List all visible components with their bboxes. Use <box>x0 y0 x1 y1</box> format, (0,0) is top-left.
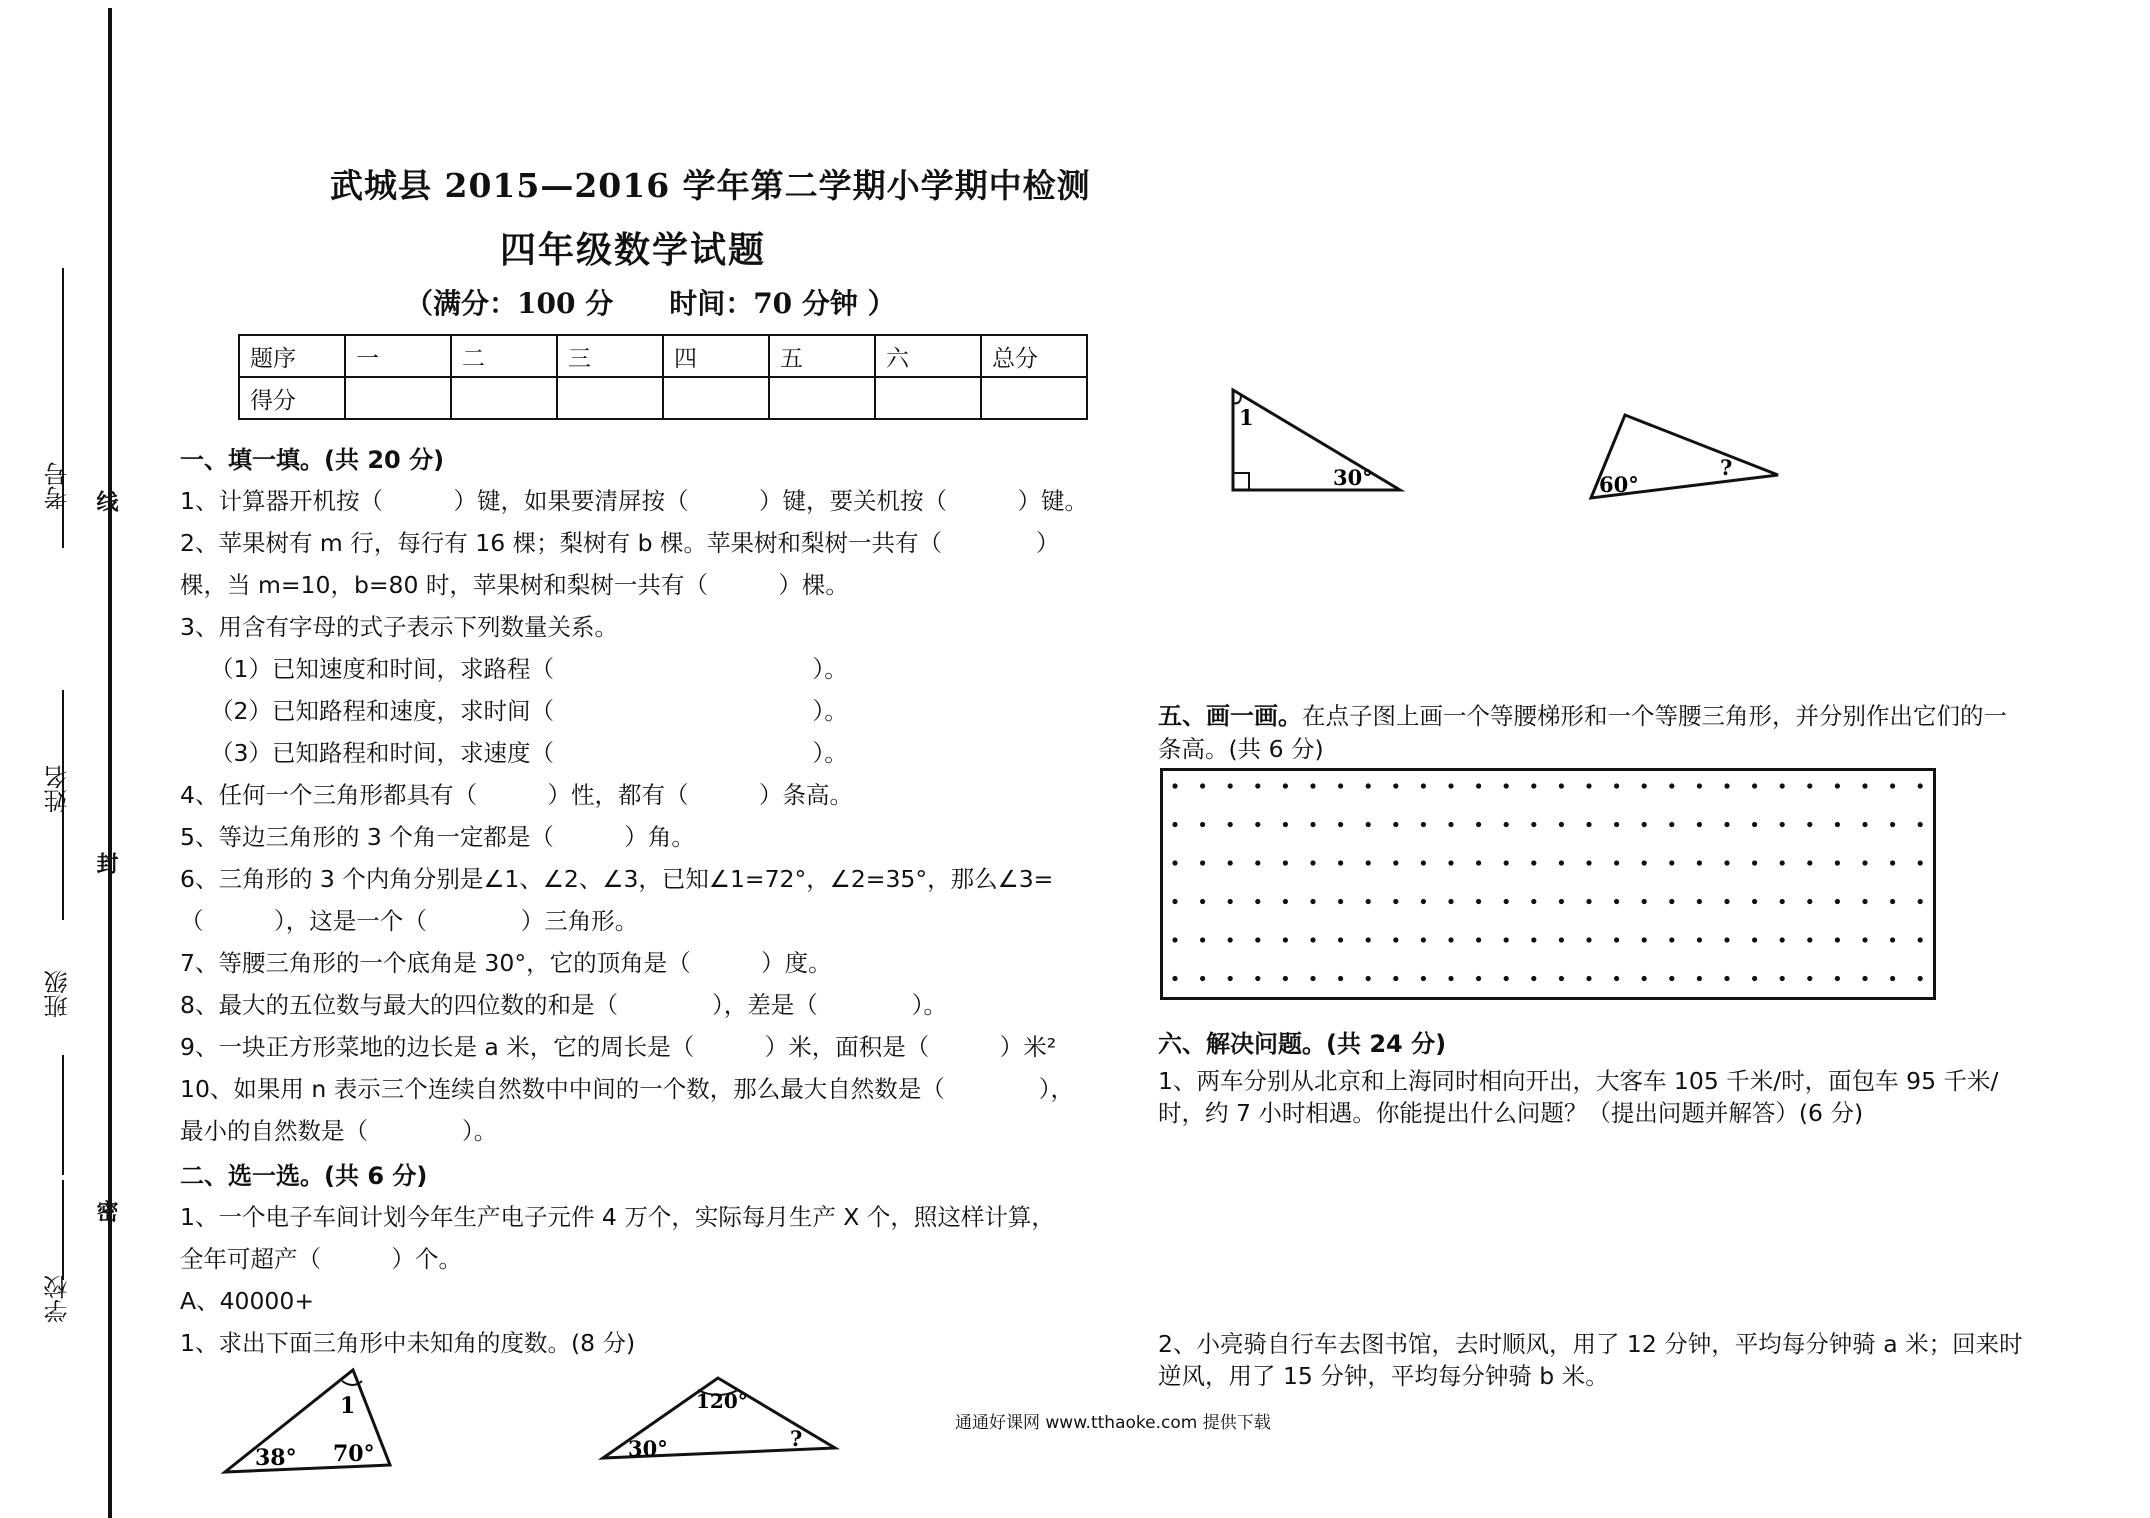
section5-heading: 五、画一画。 <box>1158 702 1302 730</box>
triangle-angle-label: 60° <box>1599 472 1639 497</box>
grid-dot <box>1724 976 1729 981</box>
grid-dot <box>1531 937 1536 942</box>
grid-dot <box>1283 899 1288 904</box>
name-label: 姓名 <box>44 765 72 813</box>
question-line: 5、等边三角形的 3 个角一定都是（ ）角。 <box>180 823 695 851</box>
grid-dot <box>1531 860 1536 865</box>
grid-dot <box>1228 976 1233 981</box>
grid-dot <box>1310 783 1315 788</box>
grid-dot <box>1752 976 1757 981</box>
grid-dot <box>1228 937 1233 942</box>
grid-dot <box>1393 783 1398 788</box>
score-input-cell[interactable] <box>345 377 451 419</box>
grid-dot <box>1890 899 1895 904</box>
grid-dot <box>1780 899 1785 904</box>
grid-dot <box>1421 783 1426 788</box>
grid-dot <box>1780 783 1785 788</box>
grid-dot <box>1862 976 1867 981</box>
grid-dot <box>1366 860 1371 865</box>
grid-dot <box>1862 937 1867 942</box>
grid-dot <box>1476 899 1481 904</box>
grid-dot <box>1697 976 1702 981</box>
question-line: A、40000+ <box>180 1287 315 1315</box>
grid-dot <box>1366 976 1371 981</box>
grid-dot <box>1918 860 1923 865</box>
grid-dot <box>1448 783 1453 788</box>
score-cell: 题序 <box>239 335 345 377</box>
grid-dot <box>1255 976 1260 981</box>
grid-dot <box>1890 860 1895 865</box>
question-line: 3、用含有字母的式子表示下列数量关系。 <box>180 613 618 641</box>
grid-dot <box>1559 937 1564 942</box>
grid-dot <box>1338 976 1343 981</box>
grid-dot <box>1890 937 1895 942</box>
grid-dot <box>1366 822 1371 827</box>
question-line: 1、两车分别从北京和上海同时相向开出，大客车 105 千米/时，面包车 95 千米/ <box>1158 1067 1999 1095</box>
score-table-header-row <box>239 335 1087 377</box>
grid-dot <box>1752 899 1757 904</box>
grid-dot <box>1780 976 1785 981</box>
grid-dot <box>1228 783 1233 788</box>
grid-dot <box>1586 783 1591 788</box>
score-input-cell[interactable] <box>557 377 663 419</box>
grid-dot <box>1421 899 1426 904</box>
grid-dot <box>1393 976 1398 981</box>
question-line: 棵，当 m=10，b=80 时，苹果树和梨树一共有（ ）棵。 <box>180 571 849 599</box>
grid-dot <box>1807 899 1812 904</box>
grid-dot <box>1366 937 1371 942</box>
grid-dot <box>1862 783 1867 788</box>
grid-dot <box>1200 976 1205 981</box>
grid-dot <box>1835 783 1840 788</box>
score-cell: 得分 <box>239 377 345 419</box>
grid-dot <box>1255 822 1260 827</box>
grid-dot <box>1835 860 1840 865</box>
footer-watermark: 通通好课网 www.tthaoke.com 提供下载 <box>955 1413 1271 1433</box>
grid-dot <box>1200 937 1205 942</box>
section2-heading: 二、选一选。(共 6 分) <box>180 1162 428 1190</box>
grid-dot <box>1338 783 1343 788</box>
grid-dot <box>1862 899 1867 904</box>
grid-dot <box>1200 783 1205 788</box>
grid-dot <box>1642 822 1647 827</box>
question-line: （1）已知速度和时间，求路程（ ）。 <box>210 655 848 683</box>
question-line: 最小的自然数是（ ）。 <box>180 1117 498 1145</box>
grid-dot <box>1310 976 1315 981</box>
dot-grid-dots <box>1163 771 1933 997</box>
question-line: 全年可超产（ ）个。 <box>180 1245 462 1273</box>
question-line: （3）已知路程和时间，求速度（ ）。 <box>210 739 848 767</box>
triangle-angle-label: 1 <box>340 1393 356 1419</box>
grid-dot <box>1421 976 1426 981</box>
section5-text: 在点子图上画一个等腰梯形和一个等腰三角形，并分别作出它们的一 <box>1302 702 2007 730</box>
grid-dot <box>1448 937 1453 942</box>
grid-dot <box>1504 937 1509 942</box>
score-cell: 总分 <box>981 335 1087 377</box>
grid-dot <box>1586 976 1591 981</box>
grid-dot <box>1448 976 1453 981</box>
section1-heading: 一、填一填。(共 20 分) <box>180 446 445 474</box>
grid-dot <box>1172 899 1177 904</box>
score-input-cell[interactable] <box>663 377 769 419</box>
question-line: 7、等腰三角形的一个底角是 30°，它的顶角是（ ）度。 <box>180 949 832 977</box>
grid-dot <box>1338 860 1343 865</box>
triangle-figure-1 <box>215 1365 405 1480</box>
score-table <box>238 334 1088 420</box>
grid-dot <box>1835 822 1840 827</box>
grid-dot <box>1228 822 1233 827</box>
seal-mark-secret: 密 <box>93 1200 118 1222</box>
grid-dot <box>1586 937 1591 942</box>
question-line: 时，约 7 小时相遇。你能提出什么问题？（提出问题并解答）(6 分) <box>1158 1099 1864 1127</box>
grid-dot <box>1807 976 1812 981</box>
grid-dot <box>1918 976 1923 981</box>
grid-dot <box>1559 822 1564 827</box>
grid-dot <box>1310 899 1315 904</box>
grid-dot <box>1890 976 1895 981</box>
grid-dot <box>1559 860 1564 865</box>
grid-dot <box>1669 860 1674 865</box>
grid-dot <box>1752 822 1757 827</box>
score-input-cell[interactable] <box>981 377 1087 419</box>
grid-dot <box>1614 899 1619 904</box>
score-input-cell[interactable] <box>451 377 557 419</box>
section5-line2: 条高。(共 6 分) <box>1158 735 1324 763</box>
score-cell: 二 <box>451 335 557 377</box>
section6-heading: 六、解决问题。(共 24 分) <box>1158 1030 1447 1058</box>
grid-dot <box>1172 860 1177 865</box>
question-line: 1、求出下面三角形中未知角的度数。(8 分) <box>180 1329 636 1357</box>
grid-dot <box>1559 783 1564 788</box>
grid-dot <box>1918 937 1923 942</box>
grid-dot <box>1642 937 1647 942</box>
grid-dot <box>1807 822 1812 827</box>
score-cell: 三 <box>557 335 663 377</box>
grid-dot <box>1642 783 1647 788</box>
grid-dot <box>1531 899 1536 904</box>
grid-dot <box>1642 899 1647 904</box>
score-input-cell[interactable] <box>875 377 981 419</box>
grid-dot <box>1697 937 1702 942</box>
grid-dot <box>1669 822 1674 827</box>
grid-dot <box>1614 822 1619 827</box>
triangle-angle-label: 30° <box>628 1436 668 1461</box>
grid-dot <box>1531 976 1536 981</box>
grid-dot <box>1476 937 1481 942</box>
grid-dot <box>1504 860 1509 865</box>
grid-dot <box>1283 822 1288 827</box>
grid-dot <box>1752 937 1757 942</box>
question-line: 4、任何一个三角形都具有（ ）性，都有（ ）条高。 <box>180 781 853 809</box>
seal-mark-seal: 封 <box>93 852 118 874</box>
grid-dot <box>1890 783 1895 788</box>
grid-dot <box>1393 937 1398 942</box>
grid-dot <box>1504 899 1509 904</box>
grid-dot <box>1338 899 1343 904</box>
exam-title: 武城县 2015—2016 学年第二学期小学期中检测 <box>330 166 1091 205</box>
grid-dot <box>1807 860 1812 865</box>
grid-dot <box>1421 860 1426 865</box>
triangle-angle-label: 120° <box>696 1389 748 1413</box>
grid-dot <box>1724 937 1729 942</box>
grid-dot <box>1255 783 1260 788</box>
triangle-figure-4 <box>1585 405 1785 505</box>
question-line: 2、小亮骑自行车去图书馆，去时顺风，用了 12 分钟，平均每分钟骑 a 米；回来时 <box>1158 1330 2023 1358</box>
grid-dot <box>1862 822 1867 827</box>
grid-dot <box>1669 783 1674 788</box>
triangle-angle-label: 30° <box>1333 465 1373 490</box>
grid-dot <box>1200 860 1205 865</box>
grid-dot <box>1724 783 1729 788</box>
grid-dot <box>1780 860 1785 865</box>
exam-meta: （满分：100 分 时间：70 分钟 ） <box>405 287 896 320</box>
grid-dot <box>1255 937 1260 942</box>
grid-dot <box>1283 937 1288 942</box>
grid-dot <box>1283 860 1288 865</box>
grid-dot <box>1200 899 1205 904</box>
grid-dot <box>1669 937 1674 942</box>
grid-dot <box>1586 899 1591 904</box>
grid-dot <box>1669 976 1674 981</box>
grid-dot <box>1200 822 1205 827</box>
triangle-figure-3 <box>1225 385 1410 495</box>
grid-dot <box>1780 822 1785 827</box>
grid-dot <box>1504 822 1509 827</box>
grid-dot <box>1724 822 1729 827</box>
grid-dot <box>1724 860 1729 865</box>
question-line: 逆风，用了 15 分钟，平均每分钟骑 b 米。 <box>1158 1362 1609 1390</box>
question-line: 1、一个电子车间计划今年生产电子元件 4 万个，实际每月生产 X 个，照这样计算， <box>180 1203 1055 1231</box>
grid-dot <box>1310 860 1315 865</box>
grid-dot <box>1531 783 1536 788</box>
triangle-figure-2 <box>598 1370 843 1465</box>
grid-dot <box>1752 783 1757 788</box>
grid-dot <box>1448 899 1453 904</box>
exam-subtitle: 四年级数学试题 <box>500 229 767 271</box>
grid-dot <box>1504 783 1509 788</box>
question-line: 8、最大的五位数与最大的四位数的和是（ ），差是（ ）。 <box>180 991 947 1019</box>
grid-dot <box>1835 937 1840 942</box>
grid-dot <box>1669 899 1674 904</box>
school-blank <box>62 1180 64 1280</box>
grid-dot <box>1366 783 1371 788</box>
grid-dot <box>1559 899 1564 904</box>
triangle-angle-label: 38° <box>255 1445 297 1471</box>
grid-dot <box>1476 783 1481 788</box>
grid-dot <box>1476 822 1481 827</box>
grid-dot <box>1890 822 1895 827</box>
grid-dot <box>1586 860 1591 865</box>
score-cell: 五 <box>769 335 875 377</box>
grid-dot <box>1614 783 1619 788</box>
binding-margin-line <box>108 8 112 1518</box>
grid-dot <box>1448 860 1453 865</box>
grid-dot <box>1283 783 1288 788</box>
grid-dot <box>1697 899 1702 904</box>
grid-dot <box>1697 783 1702 788</box>
question-line: （ ），这是一个（ ）三角形。 <box>180 907 639 935</box>
grid-dot <box>1752 860 1757 865</box>
grid-dot <box>1338 937 1343 942</box>
grid-dot <box>1310 937 1315 942</box>
grid-dot <box>1862 860 1867 865</box>
grid-dot <box>1559 976 1564 981</box>
question-line: 6、三角形的 3 个内角分别是∠1、∠2、∠3，已知∠1=72°，∠2=35°，那么∠3= <box>180 865 1054 893</box>
class-label: 班级 <box>44 970 72 1018</box>
grid-dot <box>1421 937 1426 942</box>
grid-dot <box>1504 976 1509 981</box>
grid-dot <box>1310 822 1315 827</box>
grid-dot <box>1172 937 1177 942</box>
grid-dot <box>1614 937 1619 942</box>
grid-dot <box>1366 899 1371 904</box>
grid-dot <box>1228 860 1233 865</box>
grid-dot <box>1586 822 1591 827</box>
grid-dot <box>1697 860 1702 865</box>
grid-dot <box>1228 899 1233 904</box>
grid-dot <box>1697 822 1702 827</box>
grid-dot <box>1172 976 1177 981</box>
grid-dot <box>1338 822 1343 827</box>
score-input-cell[interactable] <box>769 377 875 419</box>
grid-dot <box>1255 860 1260 865</box>
grid-dot <box>1172 822 1177 827</box>
question-line: 10、如果用 n 表示三个连续自然数中中间的一个数，那么最大自然数是（ ）， <box>180 1075 1074 1103</box>
grid-dot <box>1642 976 1647 981</box>
grid-dot <box>1393 899 1398 904</box>
question-line: 9、一块正方形菜地的边长是 a 米，它的周长是（ ）米，面积是（ ）米² <box>180 1033 1057 1061</box>
question-line: 1、计算器开机按（ ）键，如果要清屏按（ ）键，要关机按（ ）键。 <box>180 487 1088 515</box>
section5-line1 <box>1158 696 2007 731</box>
grid-dot <box>1807 937 1812 942</box>
score-cell: 四 <box>663 335 769 377</box>
school-label: 学校 <box>44 1275 72 1323</box>
seal-mark-line: 线 <box>93 490 118 512</box>
grid-dot <box>1476 860 1481 865</box>
triangle-angle-label: 70° <box>333 1441 375 1467</box>
grid-dot <box>1531 822 1536 827</box>
grid-dot <box>1476 976 1481 981</box>
grid-dot <box>1614 860 1619 865</box>
grid-dot <box>1283 976 1288 981</box>
score-cell: 六 <box>875 335 981 377</box>
grid-dot <box>1642 860 1647 865</box>
score-table-score-row <box>239 377 1087 419</box>
grid-dot <box>1614 976 1619 981</box>
grid-dot <box>1918 822 1923 827</box>
score-cell: 一 <box>345 335 451 377</box>
triangle-angle-label: ? <box>790 1426 803 1451</box>
grid-dot <box>1835 976 1840 981</box>
grid-dot <box>1724 899 1729 904</box>
grid-dot <box>1421 822 1426 827</box>
grid-dot <box>1255 899 1260 904</box>
question-line: （2）已知路程和速度，求时间（ ）。 <box>210 697 848 725</box>
grid-dot <box>1393 822 1398 827</box>
triangle-angle-label: ? <box>1720 455 1733 480</box>
grid-dot <box>1172 783 1177 788</box>
grid-dot <box>1780 937 1785 942</box>
grid-dot <box>1918 899 1923 904</box>
grid-dot <box>1393 860 1398 865</box>
grid-dot <box>1918 783 1923 788</box>
grid-dot <box>1448 822 1453 827</box>
dot-grid[interactable] <box>1160 768 1936 1000</box>
grid-dot <box>1835 899 1840 904</box>
grid-dot <box>1807 783 1812 788</box>
class-blank <box>62 1055 64 1175</box>
question-line: 2、苹果树有 m 行，每行有 16 棵；梨树有 b 棵。苹果树和梨树一共有（ ） <box>180 529 1060 557</box>
triangle-angle-label: 1 <box>1239 405 1254 430</box>
exam-number-label: 考号 <box>44 462 72 510</box>
